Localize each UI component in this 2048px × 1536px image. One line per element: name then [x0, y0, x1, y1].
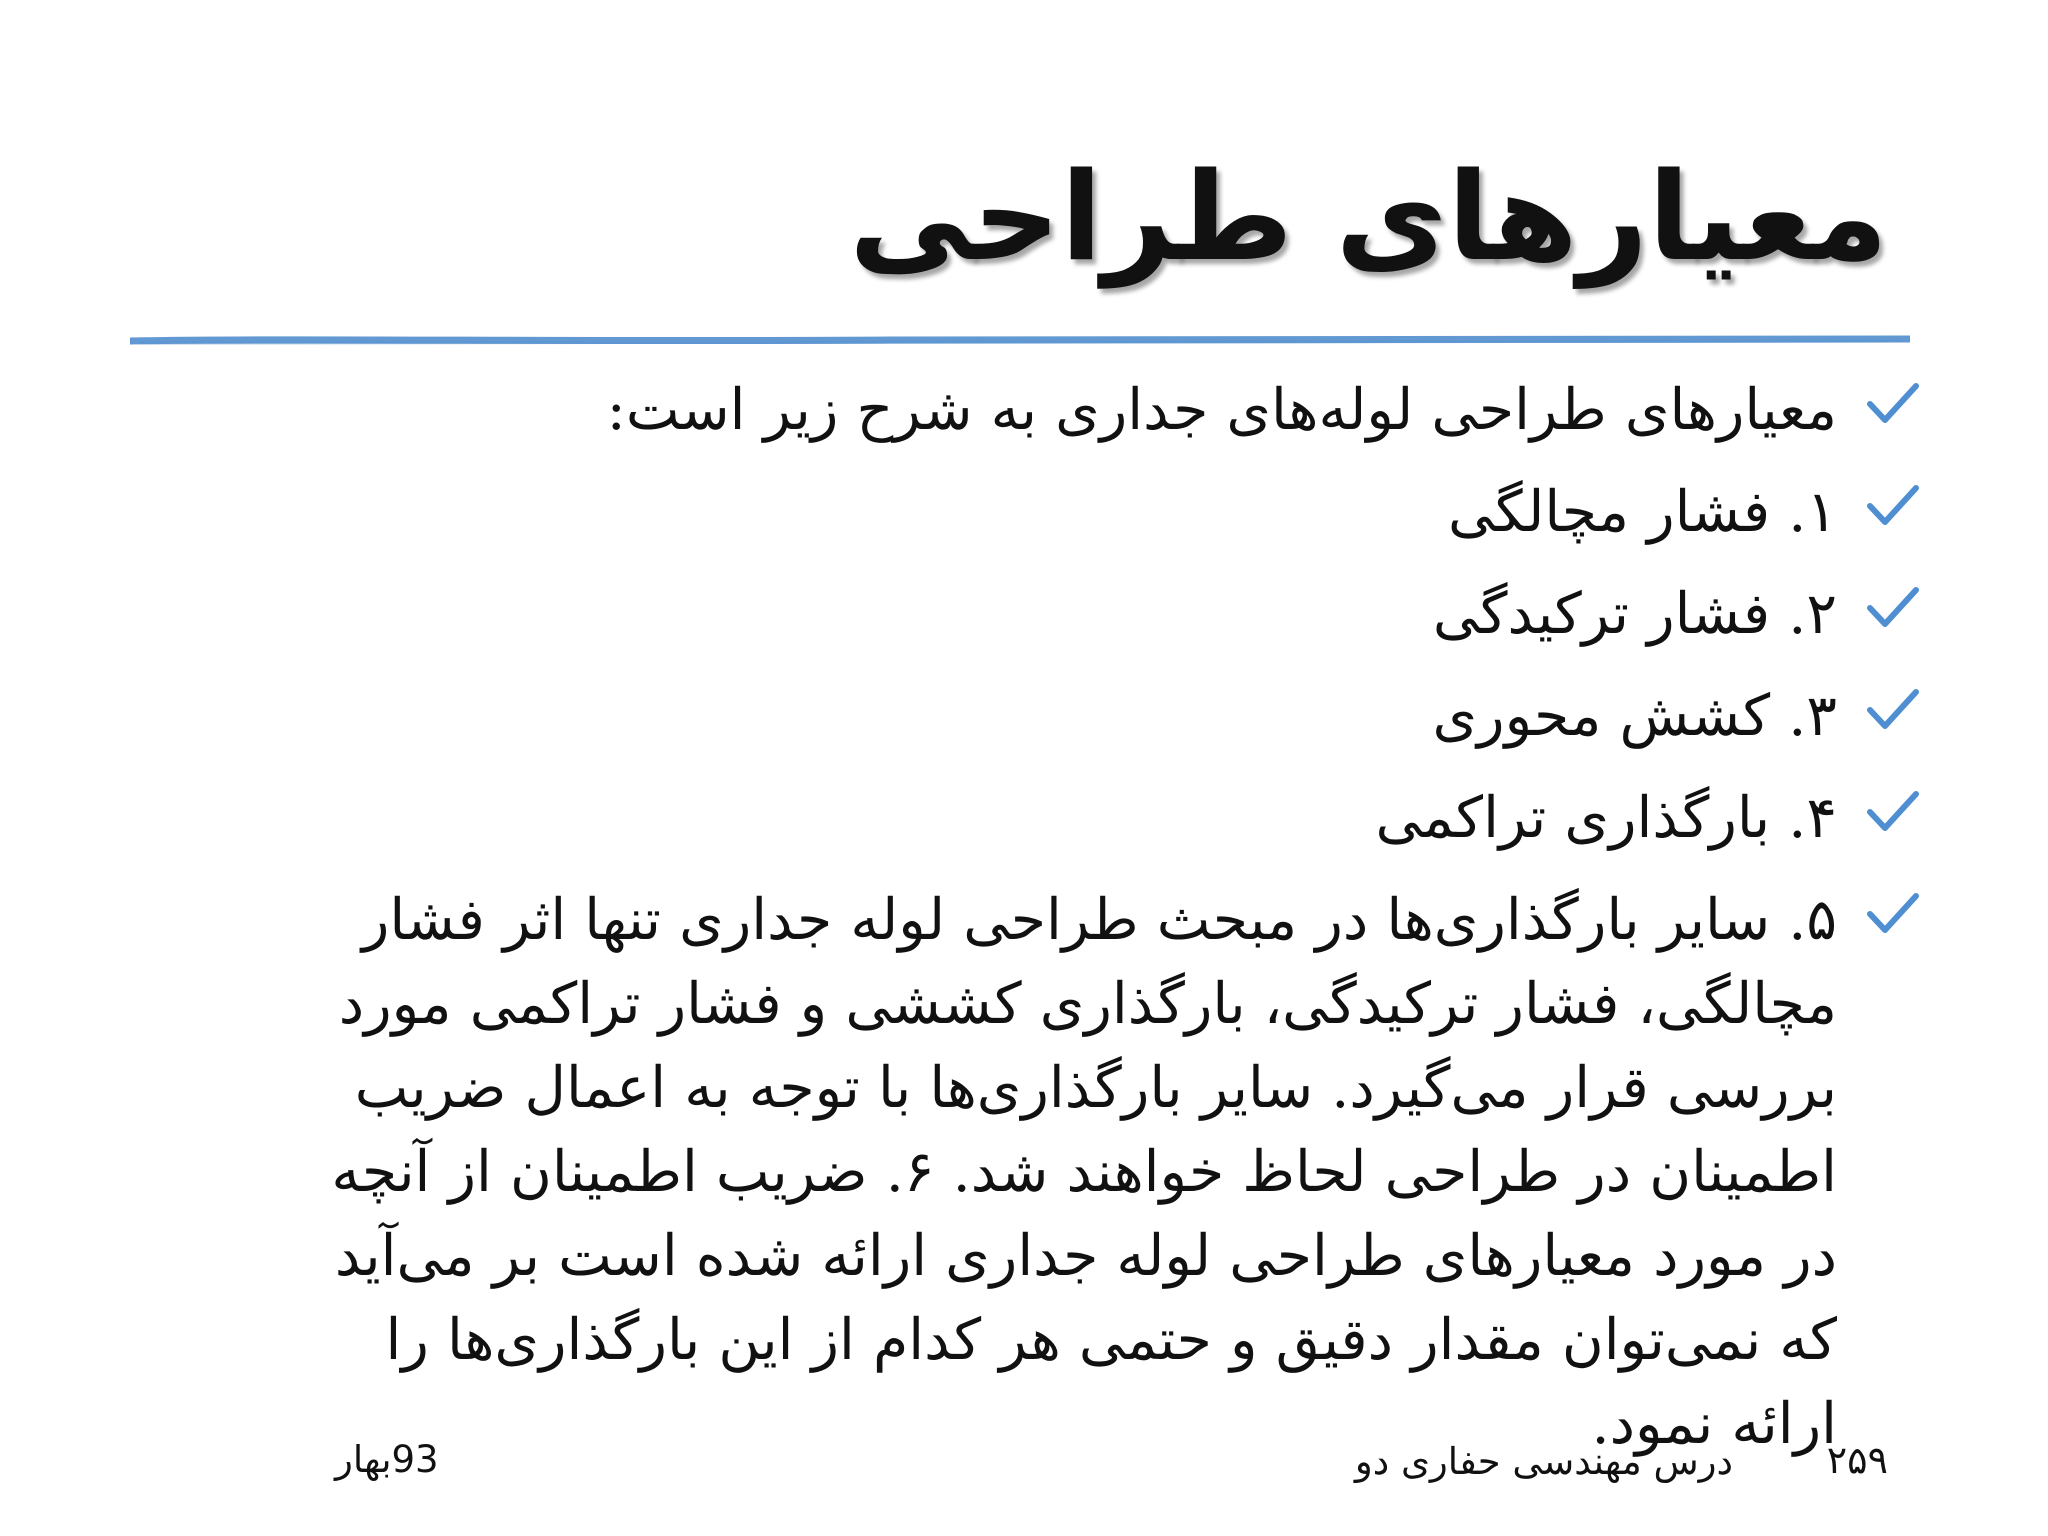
check-icon: [1863, 378, 1923, 434]
footer-season: 93بهار: [335, 1438, 439, 1481]
bullet-item-compression-loading: [163, 776, 1923, 860]
bullet-list: [163, 368, 1923, 1484]
bullet-text: معیارهای طراحی لوله‌های جداری به شرح زیر است:: [606, 377, 1837, 443]
bullet-item-axial-tension: [163, 674, 1923, 758]
bullet-text: ۵. سایر بارگذاری‌ها در مبحث طراحی لوله جداری تنها اثر فشار مچالگی، فشار ترکیدگی، بارگذاری کششی و فشار تراکمی مورد بررسی قرار می‌گیرد. سایر بارگذاری‌ها با توجه به اعمال ضریب اطمینان در طراحی لحاظ خواهند شد. ۶. ضریب اطمینان از آنچه در مورد معیارهای طراحی لوله جداری ارائه شده است بر می‌آید که نمی‌توان مقدار دقیق و حتمی هر کدام از این بارگذاری‌ها را ارائه نمود.: [331, 887, 1837, 1457]
check-icon: [1863, 888, 1923, 944]
check-icon: [1863, 684, 1923, 740]
bullet-item-intro: [163, 368, 1923, 452]
check-icon: [1863, 480, 1923, 536]
check-icon: [1863, 582, 1923, 638]
footer-course-title: درس مهندسی حفاری دو: [1354, 1440, 1733, 1483]
check-icon: [1863, 786, 1923, 842]
bullet-text: ۴. بارگذاری تراکمی: [1375, 785, 1837, 851]
bullet-text: ۳. کشش محوری: [1432, 683, 1837, 749]
bullet-item-collapse-pressure: [163, 470, 1923, 554]
bullet-text: ۲. فشار ترکیدگی: [1432, 581, 1837, 647]
slide-title: معیارهای طراحی: [849, 146, 1888, 288]
bullet-item-burst-pressure: [163, 572, 1923, 656]
bullet-text: ۱. فشار مچالگی: [1447, 479, 1837, 545]
bullet-item-other-loadings: [277, 878, 1923, 1466]
title-divider: [130, 332, 1910, 348]
slide-page-number: ۲۵۹: [1826, 1438, 1888, 1482]
